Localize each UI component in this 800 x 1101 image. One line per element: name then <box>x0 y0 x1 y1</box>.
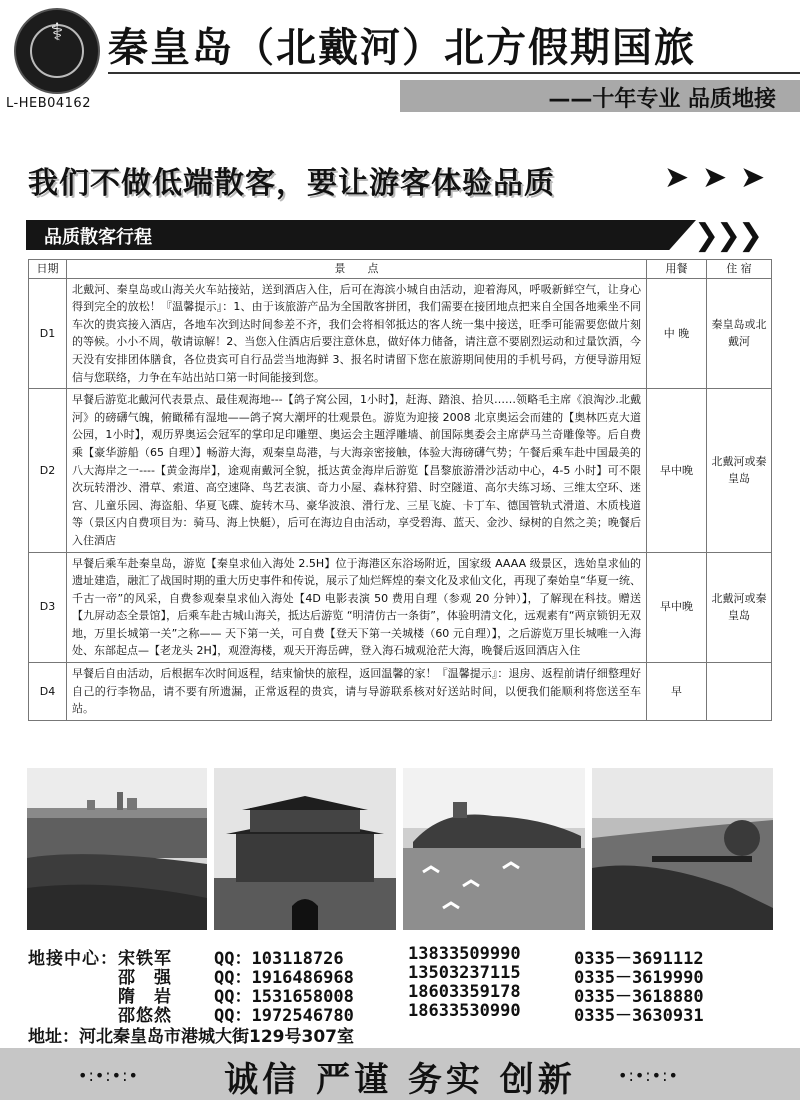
agency-name: 秦皇岛（北戴河）北方假期国旅 <box>108 25 696 71</box>
header-spots: 景 点 <box>67 260 647 279</box>
contact-tel: 0335－3619990 <box>574 968 704 988</box>
contact-name: 邵 强 <box>118 968 172 988</box>
contact-mobile: 13503237115 <box>408 963 521 983</box>
left-dots-decoration: •:•:•:• <box>78 1066 139 1085</box>
section-title: 品质散客行程 <box>44 227 152 248</box>
day-cell: D2 <box>29 389 67 552</box>
contact-qq: QQ：1916486968 <box>214 968 354 988</box>
contact-qq: QQ：103118726 <box>214 949 344 969</box>
meal-cell: 早 <box>647 663 707 721</box>
table-row <box>29 278 772 389</box>
logo-emblem <box>14 8 100 94</box>
stay-cell <box>707 663 772 721</box>
slogan: ——十年专业 品质地接 <box>548 87 776 112</box>
contact-name: 邵悠然 <box>118 1006 172 1026</box>
day-cell: D4 <box>29 663 67 721</box>
contact-mobile: 18633530990 <box>408 1001 521 1021</box>
table-row <box>29 389 772 552</box>
gate-tower-icon <box>214 768 396 930</box>
chevron-right-icon: ❯ <box>694 218 720 253</box>
chevron-right-icon: ❯ <box>716 218 742 253</box>
contact-tel: 0335－3691112 <box>574 949 704 969</box>
meal-cell: 早中晚 <box>647 552 707 663</box>
contact-label: 地接中心： <box>28 949 118 969</box>
coastal-pier-icon <box>592 768 773 930</box>
header-meals: 用餐 <box>647 260 707 279</box>
arrow-right-icon: ➤ <box>702 160 728 195</box>
caduceus-emblem-icon: ⚕ <box>50 18 64 46</box>
seagulls-rock-icon <box>403 768 585 930</box>
contact-qq: QQ：1972546780 <box>214 1006 354 1026</box>
address: 地址：河北秦皇岛市港城大街129号307室 <box>28 1027 354 1047</box>
itinerary-table <box>28 259 772 721</box>
desc-cell: 早餐后游览北戴河代表景点、最佳观海地---【鸽子窝公园，1小时】，赶海、踏浪、拾贝……领略毛主席《浪淘沙.北戴河》的磅礴气魄，俯瞰稀有湿地——鸽子窝大潮坪的壮观景色。游览为迎接 2008 北京奥运会而建的【奥林匹克大道公园，1小时】，观历界奥运会冠军的掌印足印雕塑、奥运会主题浮雕墙、前国际奥委会主席萨马兰奇雕像等。后自费乘【豪华游船（65 自理）】畅游大海，观秦皇岛港，与大海亲密接触，体验大海磅礴气势；午餐后乘车赴中国最美的八大海岸之一----【黄金海岸】，途观南戴河全貌，抵达黄金海岸后游览【昌黎旅游滑沙活动中心，4-5 小时】可不限次玩转滑沙、滑草、索道、高空速降、鸟艺表演、奇力小屋、森林狩猎、时空隧道、高尔夫练习场、三维太空环、迷宫、儿童乐园、海盗船、华夏飞碟、旋转木马、豪华波浪、滑行龙、三星飞旋、卡丁车、德国管轨式滑道、木质栈道等（景区内自费项目为：骑马、海上快艇），后可在海边自由活动，享受碧海、蓝天、金沙、绿树的自然之美；晚餐后入住酒店 <box>67 389 647 552</box>
beach-city-photo <box>27 768 207 930</box>
desc-cell: 北戴河、秦皇岛或山海关火车站接站，送到酒店入住，后可在海滨小城自由活动，迎着海风，呼吸新鲜空气，让身心得到完全的放松！『温馨提示』：1、由于该旅游产品为全国散客拼团，我们需要在接团地点把来自全国各地乘坐不同车次的贵宾接入酒店，各地车次到达时间参差不齐，我们会将相邻抵达的客人统一集中接送，旺季可能需要您做片刻的等候。小小不周，敬请谅解！2、当您入住酒店后要注意休息，做好体力储备，请注意不要剧烈运动和过量饮酒，今天没有安排团体膳食，各位贵宾可自行品尝当地海鲜 3、报名时请留下您在旅游期间使用的手机号码，方便导游用短信与您联络，力争在车站出站口第一时间能接到您。 <box>67 278 647 389</box>
license-code: L-HEB04162 <box>6 96 91 111</box>
contact-name: 隋 岩 <box>118 987 172 1007</box>
table-row <box>29 552 772 663</box>
header-divider <box>108 72 800 74</box>
contact-mobile: 18603359178 <box>408 982 521 1002</box>
right-dots-decoration: •:•:•:• <box>618 1066 679 1085</box>
meal-cell: 中 晚 <box>647 278 707 389</box>
arrow-right-icon: ➤ <box>664 160 690 195</box>
desc-cell: 早餐后自由活动，后根据车次时间返程，结束愉快的旅程，返回温馨的家！『温馨提示』：退房、返程前请仔细整理好自己的行李物品，请不要有所遗漏，正常返程的贵宾，请与导游联系核对好送站时间，以便我们能顺利将您送至车站。 <box>67 663 647 721</box>
contact-mobile: 13833509990 <box>408 944 521 964</box>
chevron-right-icon: ❯ <box>738 218 764 253</box>
table-row <box>29 663 772 721</box>
contact-tel: 0335－3618880 <box>574 987 704 1007</box>
day-cell: D3 <box>29 552 67 663</box>
header-stay: 住 宿 <box>707 260 772 279</box>
arrow-right-icon: ➤ <box>740 160 766 195</box>
stay-cell: 秦皇岛或北戴河 <box>707 278 772 389</box>
city-gate-tower-photo <box>214 768 396 930</box>
contact-qq: QQ：1531658008 <box>214 987 354 1007</box>
desc-cell: 早餐后乘车赴秦皇岛，游览【秦皇求仙入海处 2.5H】位于海港区东浴场附近，国家级 AAAA 级景区，选始皇求仙的遗址建造，融汇了战国时期的重大历史事件和传说，展示了灿烂辉煌的秦文化及求仙文化，再现了秦始皇“华夏一统、千古一帝”的风采，自费参观秦皇求仙入海处【4D 电影表演 50 费用自理（参观 20 分钟）】，了解现在科技。赠送【九屏动态全景馆】，后乘车赴古城山海关，抵达后游览 “明清仿古一条街”，体验明清文化，远观素有“两京锁钥无双地，万里长城第一关”之称—— 天下第一关，可自费【登天下第一关城楼（60 元自理）】，之后游览万里长城唯一入海处、东部起点—【老龙头 2H】，观澄海楼，观天开海岳碑，登入海石城观沧茫大海，晚餐后返回酒店入住 <box>67 552 647 663</box>
contact-tel: 0335－3630931 <box>574 1006 704 1026</box>
stay-cell: 北戴河或秦皇岛 <box>707 552 772 663</box>
contact-name: 宋铁军 <box>118 949 172 969</box>
pigeon-nest-rock-photo <box>403 768 585 930</box>
footer-motto: 诚信 严谨 务实 创新 <box>224 1060 576 1100</box>
coast-pier-photo <box>592 768 773 930</box>
header-day: 日期 <box>29 260 67 279</box>
table-header-row <box>29 260 772 279</box>
beach-skyline-icon <box>27 768 207 930</box>
stay-cell: 北戴河或秦皇岛 <box>707 389 772 552</box>
meal-cell: 早中晚 <box>647 389 707 552</box>
day-cell: D1 <box>29 278 67 389</box>
banner-headline: 我们不做低端散客，要让游客体验品质 <box>28 166 555 201</box>
